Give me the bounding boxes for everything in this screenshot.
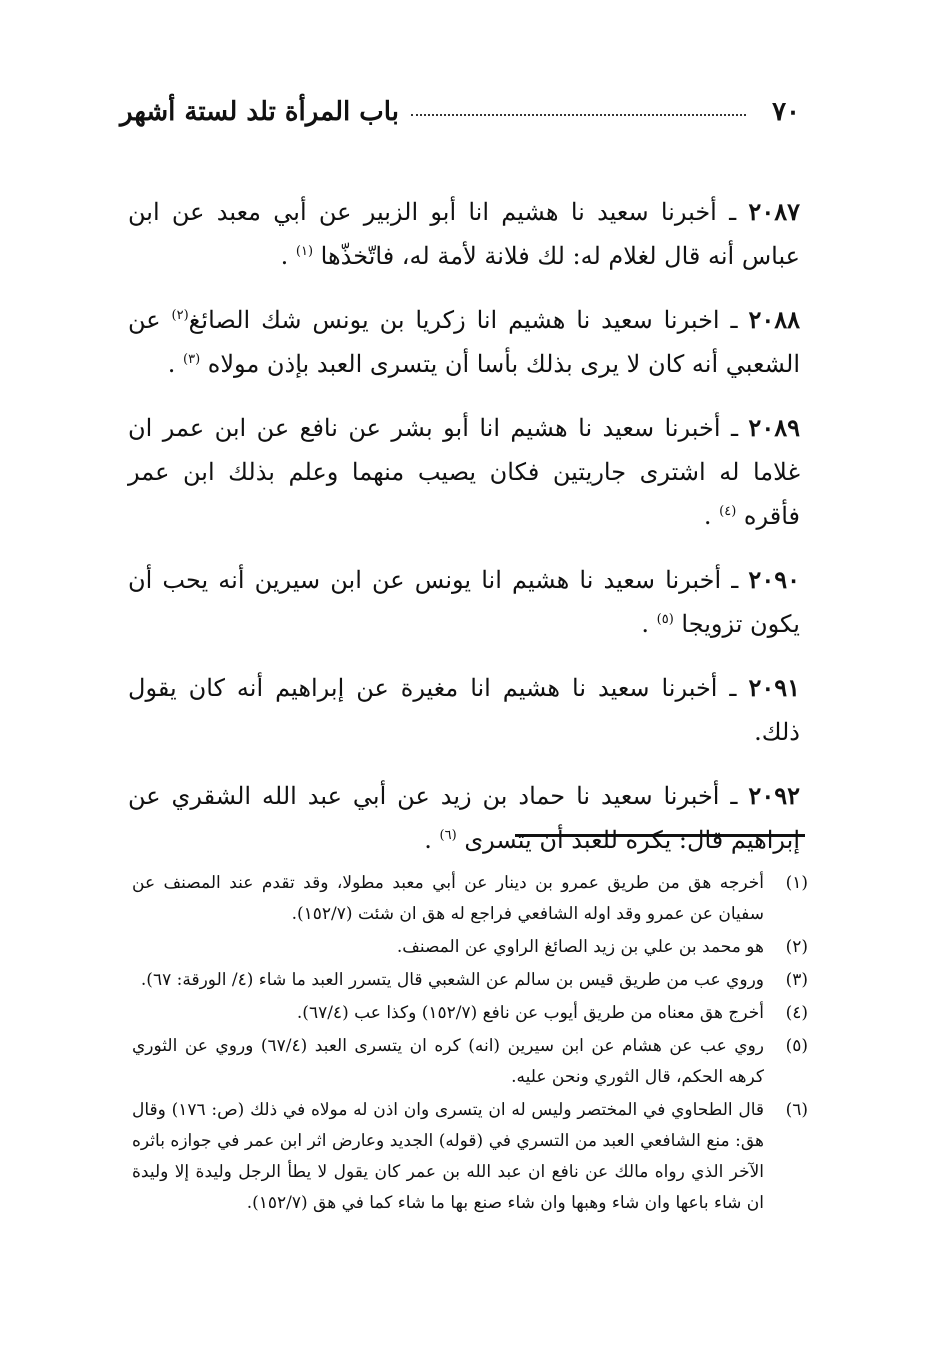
footnote-text: هو محمد بن علي بن زيد الصائغ الراوي عن المصنف. [396, 937, 764, 957]
footnote-ref: (٢) [171, 308, 189, 323]
footnote-marker: (٤) [785, 1003, 808, 1023]
hadith-text: أخبرنا سعيد نا هشيم انا مغيرة عن إبراهيم أنه كان يقول ذلك. [128, 674, 800, 746]
hadith-number: ٢٠٩٠ [748, 565, 800, 594]
footnote-item [132, 1095, 808, 1219]
hadith-text: أخبرنا سعيد نا حماد بن زيد عن أبي عبد الله الشقري عن إبراهيم قال: يكره للعبد أن يتسرى [128, 782, 800, 854]
chapter-title: باب المرأة تلد لستة أشهر [120, 97, 399, 127]
hadith-text: أخبرنا سعيد نا هشيم انا أبو بشر عن نافع عن ابن عمر ان غلاما له اشترى جاريتين فكان يصيب منهما وعلم بذلك ابن عمر فأقره [128, 414, 800, 530]
hadith-number: ٢٠٨٨ [748, 305, 800, 334]
hadith-text: أخبرنا سعيد نا هشيم انا أبو الزبير عن أبي معبد عن ابن عباس أنه قال لغلام له: لك فلانة لأمة له، فاتّخذّها [128, 198, 800, 270]
footnote-ref: (٦) [439, 828, 457, 843]
main-text [128, 190, 800, 882]
hadith-2087 [128, 190, 800, 278]
page-header [120, 92, 800, 132]
footnote-item [132, 932, 808, 963]
footnote-text: روي عب عن هشام عن ابن سيرين (انه) كره ان يتسرى العبد (٦٧/٤) وروي عن الثوري كرهه الحكم، قال الثوري ونحن عليه. [132, 1036, 764, 1087]
full-stop: . [280, 242, 296, 270]
hadith-2090 [128, 558, 800, 646]
footnotes [132, 868, 808, 1221]
hadith-number: ٢٠٨٧ [748, 197, 800, 226]
full-stop: . [424, 826, 440, 854]
footnote-text: وروي عب من طريق قيس بن سالم عن الشعبي قال يتسرر العبد ما شاء (٤/ الورقة: ٦٧). [140, 970, 764, 990]
header-dotted-leader [411, 114, 746, 116]
hadith-dash: ـ [717, 674, 737, 702]
hadith-dash: ـ [719, 306, 738, 334]
hadith-2092 [128, 774, 800, 862]
footnote-ref: (٥) [656, 612, 674, 627]
page-number: ٧٠ [772, 97, 800, 127]
hadith-text: اخبرنا سعيد نا هشيم انا زكريا بن يونس شك الصائغ [188, 306, 720, 334]
full-stop: . [703, 502, 720, 530]
hadith-2091 [128, 666, 800, 754]
hadith-number: ٢٠٩٢ [748, 781, 800, 810]
footnote-ref: (٣) [183, 352, 201, 367]
footnote-ref: (٤) [719, 504, 737, 519]
footnote-separator [515, 834, 805, 837]
hadith-dash: ـ [716, 198, 737, 226]
footnote-item [132, 965, 808, 996]
hadith-dash: ـ [720, 414, 738, 442]
full-stop: . [167, 350, 183, 378]
footnote-item [132, 998, 808, 1029]
footnote-text: أخرجه هق من طريق عمرو بن دينار عن أبي معبد مطولا، وقد تقدم عند المصنف عن سفيان عن عمرو وقد اوله الشافعي فراجع له هق ان شئت (١٥٢/٧). [132, 873, 764, 924]
footnote-marker: (٣) [785, 970, 808, 990]
footnote-marker: (٢) [785, 937, 808, 957]
footnote-ref: (١) [295, 244, 314, 259]
footnote-item [132, 868, 808, 930]
hadith-dash: ـ [719, 782, 738, 810]
hadith-dash: ـ [721, 566, 739, 594]
footnote-marker: (١) [785, 873, 808, 893]
hadith-text-continued: عن الشعبي أنه كان لا يرى بذلك بأسا أن يتسرى العبد بإذن مولاه [128, 306, 800, 378]
hadith-number: ٢٠٩١ [748, 673, 800, 702]
hadith-2088 [128, 298, 800, 386]
footnote-text: أخرج هق معناه من طريق أيوب عن نافع (١٥٢/٧) وكذا عب (٦٧/٤). [296, 1003, 764, 1023]
hadith-2089 [128, 406, 800, 538]
hadith-text: أخبرنا سعيد نا هشيم انا يونس عن ابن سيرين أنه يحب أن يكون تزويجا [128, 566, 800, 638]
hadith-number: ٢٠٨٩ [748, 413, 800, 442]
full-stop: . [641, 610, 657, 638]
footnote-text: قال الطحاوي في المختصر وليس له ان يتسرى وان اذن له مولاه في ذلك (ص: ١٧٦) وقال هق: منع الشافعي العبد من التسري في (قوله) الجديد وعارض اثر ابن عمر في جوازه باثره الآخر الذي رواه مالك عن نافع ان عبد الله بن عمر كان يقول لا يطأ الرجل وليدة إلا وليدة ان شاء باعها وان شاء وهبها وان شاء صنع بها ما شاء كما في هق (١٥٢/٧). [132, 1100, 764, 1213]
footnote-marker: (٥) [785, 1036, 808, 1056]
footnote-item [132, 1031, 808, 1093]
footnote-marker: (٦) [785, 1100, 808, 1120]
